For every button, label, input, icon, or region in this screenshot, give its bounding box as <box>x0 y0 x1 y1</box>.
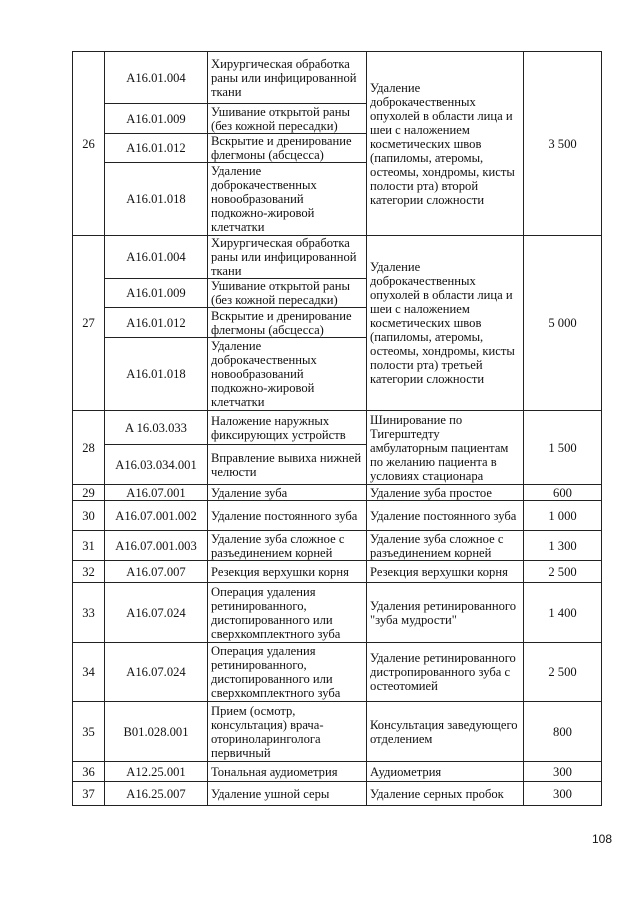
table-row <box>73 782 602 806</box>
row-number: 33 <box>73 583 105 643</box>
table-row <box>73 485 602 501</box>
service-name: Шинирование по Тигерштедту амбулаторным пациентам по желанию пациента в условиях стационара <box>367 411 524 485</box>
service-name: Удаление серных пробок <box>367 782 524 806</box>
procedure-name: Резекция верхушки корня <box>208 561 367 583</box>
procedure-code: A16.07.001.003 <box>105 531 208 561</box>
row-number: 29 <box>73 485 105 501</box>
service-price: 2 500 <box>524 561 602 583</box>
service-price: 5 000 <box>524 236 602 411</box>
procedure-name: Операция удаления ретинированного, дистопированного или сверхкомплектного зуба <box>208 583 367 643</box>
procedure-code: A 16.03.033 <box>105 411 208 445</box>
table-row <box>73 643 602 702</box>
procedure-name: Удаление доброкачественных новообразований подкожно-жировой клетчатки <box>208 338 367 411</box>
table-row <box>73 411 602 445</box>
procedure-code: A16.01.009 <box>105 279 208 308</box>
procedure-code: B01.028.001 <box>105 702 208 762</box>
procedure-code: A16.07.024 <box>105 583 208 643</box>
procedure-name: Ушивание открытой раны (без кожной пересадки) <box>208 104 367 134</box>
procedure-name: Вправление вывиха нижней челюсти <box>208 445 367 485</box>
procedure-code: A16.01.012 <box>105 134 208 163</box>
procedure-code: A16.03.034.001 <box>105 445 208 485</box>
service-name: Удаление постоянного зуба <box>367 501 524 531</box>
table-row <box>73 501 602 531</box>
row-number: 31 <box>73 531 105 561</box>
procedure-code: A12.25.001 <box>105 762 208 782</box>
procedure-code: A16.07.001 <box>105 485 208 501</box>
row-number: 34 <box>73 643 105 702</box>
procedure-code: A16.07.007 <box>105 561 208 583</box>
service-name: Резекция верхушки корня <box>367 561 524 583</box>
service-name: Удаление ретинированного дистропированного зуба с остеотомией <box>367 643 524 702</box>
procedure-name: Тональная аудиометрия <box>208 762 367 782</box>
price-table <box>72 51 602 806</box>
procedure-name: Удаление доброкачественных новообразований подкожно-жировой клетчатки <box>208 163 367 236</box>
service-price: 1 000 <box>524 501 602 531</box>
row-number: 26 <box>73 52 105 236</box>
procedure-name: Вскрытие и дренирование флегмоны (абсцесса) <box>208 308 367 338</box>
table-row <box>73 236 602 279</box>
procedure-code: A16.07.001.002 <box>105 501 208 531</box>
service-price: 2 500 <box>524 643 602 702</box>
service-price: 300 <box>524 782 602 806</box>
row-number: 27 <box>73 236 105 411</box>
procedure-name: Наложение наружных фиксирующих устройств <box>208 411 367 445</box>
procedure-name: Удаление зуба сложное с разъединением корней <box>208 531 367 561</box>
procedure-name: Удаление зуба <box>208 485 367 501</box>
procedure-code: A16.25.007 <box>105 782 208 806</box>
procedure-code: A16.01.009 <box>105 104 208 134</box>
row-number: 28 <box>73 411 105 485</box>
service-price: 1 500 <box>524 411 602 485</box>
table-row <box>73 702 602 762</box>
procedure-name: Хирургическая обработка раны или инфицированной ткани <box>208 52 367 104</box>
service-name: Консультация заведующего отделением <box>367 702 524 762</box>
procedure-name: Вскрытие и дренирование флегмоны (абсцесса) <box>208 134 367 163</box>
procedure-name: Прием (осмотр, консультация) врача-оториноларинголога первичный <box>208 702 367 762</box>
service-price: 3 500 <box>524 52 602 236</box>
row-number: 32 <box>73 561 105 583</box>
procedure-code: A16.01.018 <box>105 338 208 411</box>
service-name: Удаление зуба сложное с разъединением корней <box>367 531 524 561</box>
service-price: 300 <box>524 762 602 782</box>
table-row <box>73 583 602 643</box>
service-name: Аудиометрия <box>367 762 524 782</box>
service-price: 1 300 <box>524 531 602 561</box>
table-row <box>73 52 602 104</box>
service-name: Удаления ретинированного "зуба мудрости" <box>367 583 524 643</box>
page-number: 108 <box>592 832 613 846</box>
service-price: 1 400 <box>524 583 602 643</box>
price-table-body <box>73 52 602 806</box>
procedure-code: A16.01.018 <box>105 163 208 236</box>
procedure-code: A16.01.004 <box>105 236 208 279</box>
procedure-name: Удаление ушной серы <box>208 782 367 806</box>
service-name: Удаление доброкачественных опухолей в области лица и шеи с наложением косметических швов (папиломы, атеромы, остеомы, хондромы, кисты полости рта) третьей категории сложности <box>367 236 524 411</box>
procedure-name: Ушивание открытой раны (без кожной пересадки) <box>208 279 367 308</box>
table-row <box>73 762 602 782</box>
row-number: 36 <box>73 762 105 782</box>
procedure-name: Операция удаления ретинированного, дистопированного или сверхкомплектного зуба <box>208 643 367 702</box>
service-name: Удаление зуба простое <box>367 485 524 501</box>
procedure-name: Хирургическая обработка раны или инфицированной ткани <box>208 236 367 279</box>
row-number: 37 <box>73 782 105 806</box>
row-number: 30 <box>73 501 105 531</box>
table-row <box>73 561 602 583</box>
procedure-code: A16.07.024 <box>105 643 208 702</box>
service-price: 600 <box>524 485 602 501</box>
procedure-code: A16.01.004 <box>105 52 208 104</box>
row-number: 35 <box>73 702 105 762</box>
table-row <box>73 531 602 561</box>
service-price: 800 <box>524 702 602 762</box>
procedure-name: Удаление постоянного зуба <box>208 501 367 531</box>
service-name: Удаление доброкачественных опухолей в области лица и шеи с наложением косметических швов (папиломы, атеромы, остеомы, хондромы, кисты полости рта) второй категории сложности <box>367 52 524 236</box>
procedure-code: A16.01.012 <box>105 308 208 338</box>
